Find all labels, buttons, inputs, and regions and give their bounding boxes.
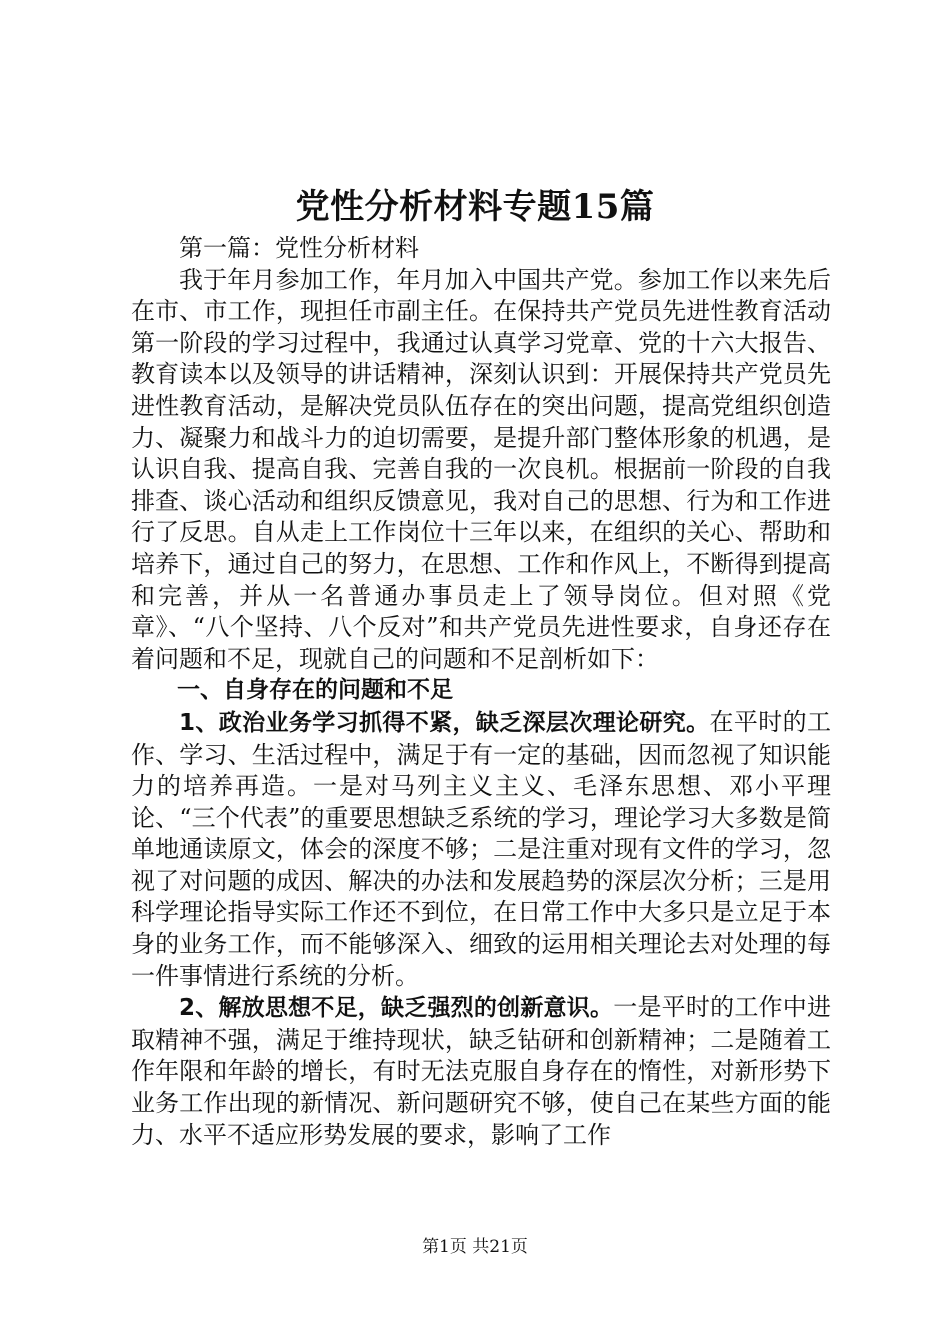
document-body bbox=[131, 233, 831, 1151]
problem-item-1-body: 在平时的工作、学习、生活过程中，满足于有一定的基础，因而忽视了知识能力的培养再造。一是对马列主义主义、毛泽东思想、邓小平理论、“三个代表”的重要思想缺乏系统的学习，理论学习大多数是简单地通读原文，体会的深度不够；二是注重对现有文件的学习，忽视了对问题的成因、解决的办法和发展趋势的深层次分析；三是用科学理论指导实际工作还不到位，在日常工作中大多只是立足于本身的业务工作，而不能够深入、细致的运用相关理论去对处理的每一件事情进行系统的分析。 bbox=[131, 707, 831, 990]
problem-item-1-lead: 1、政治业务学习抓得不紧，缺乏深层次理论研究。 bbox=[179, 709, 710, 736]
section-heading: 一、自身存在的问题和不足 bbox=[177, 677, 453, 704]
problem-item-2-body: 一是平时的工作中进取精神不强，满足于维持现状，缺乏钻研和创新精神；二是随着工作年限和年龄的增长，有时无法克服自身存在的惰性，对新形势下业务工作出现的新情况、新问题研究不够，使自己在某些方面的能力、水平不适应形势发展的要求，影响了工作 bbox=[131, 993, 831, 1149]
document-title: 党性分析材料专题15篇 bbox=[295, 187, 655, 227]
intro-paragraph: 我于年月参加工作，年月加入中国共产党。参加工作以来先后在市、市工作，现担任市副主任。在保持共产党员先进性教育活动第一阶段的学习过程中，我通过认真学习党章、党的十六大报告、教育读本以及领导的讲话精神，深刻认识到：开展保持共产党员先进性教育活动，是解决党员队伍存在的突出问题，提高党组织创造力、凝聚力和战斗力的迫切需要，是提升部门整体形象的机遇，是认识自我、提高自我、完善自我的一次良机。根据前一阶段的自我排查、谈心活动和组织反馈意见，我对自己的思想、行为和工作进行了反思。自从走上工作岗位十三年以来，在组织的关心、帮助和培养下，通过自己的努力，在思想、工作和作风上，不断得到提高和完善，并从一名普通办事员走上了领导岗位。但对照《党章》、“八个坚持、八个反对”和共产党员先进性要求，自身还存在着问题和不足，现就自己的问题和不足剖析如下： bbox=[131, 265, 831, 673]
problem-item-1 bbox=[131, 707, 831, 992]
problem-item-2 bbox=[131, 992, 831, 1151]
section-label: 第一篇：党性分析材料 bbox=[179, 234, 419, 262]
problem-item-2-lead: 2、解放思想不足，缺乏强烈的创新意识。 bbox=[179, 995, 614, 1022]
page-footer: 第1页 共21页 bbox=[422, 1237, 528, 1257]
